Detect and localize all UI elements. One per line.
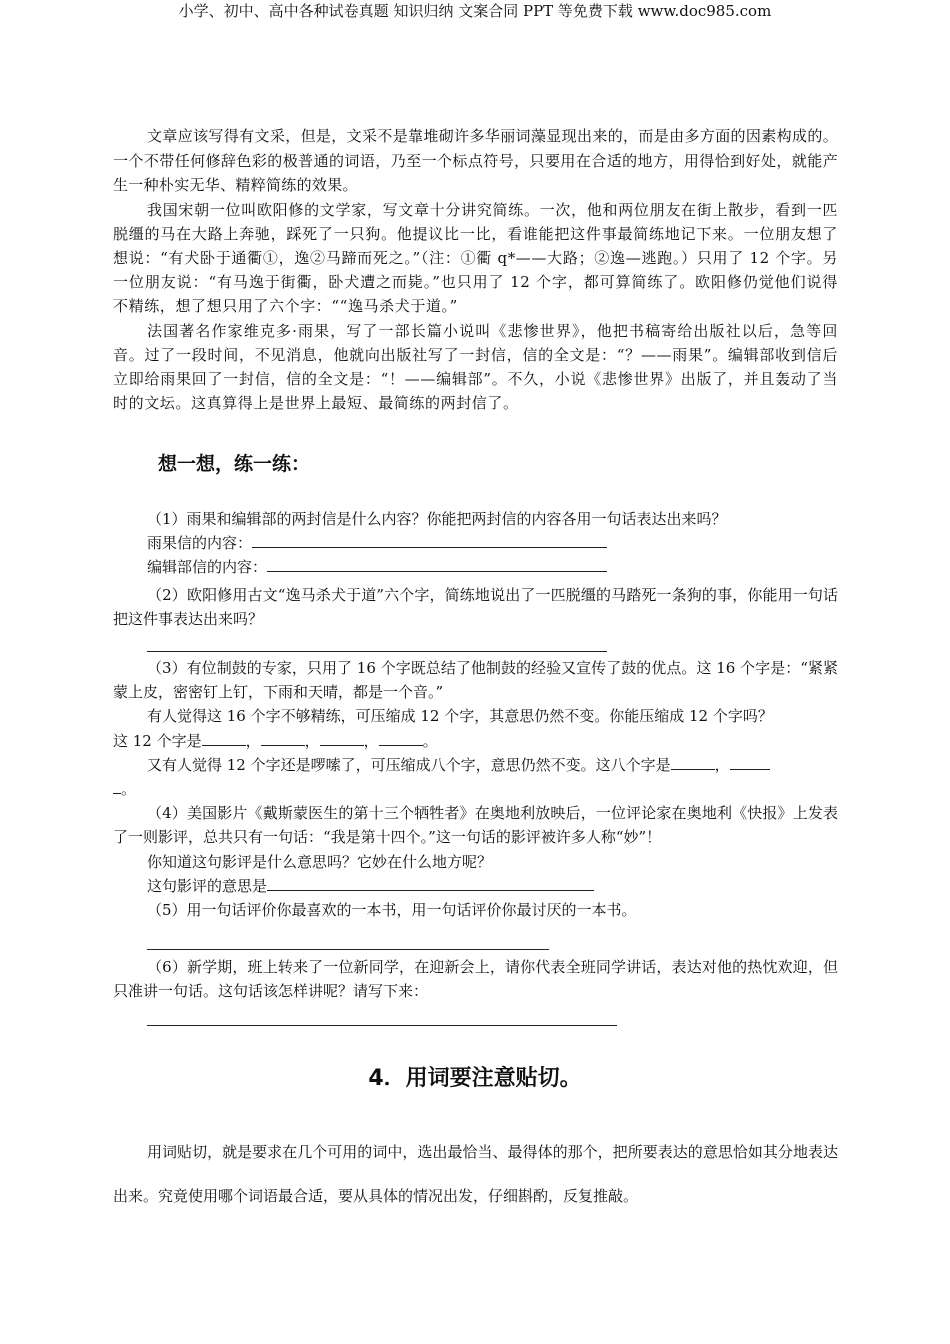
section-4-paragraph: 用词贴切，就是要求在几个可用的词中，选出最恰当、最得体的那个，把所要表达的意思恰如其分地表达出来。究竟使用哪个词语最合适，要从具体的情况出发，仔细斟酌，反复推敲。	[113, 1143, 838, 1205]
question-4-prompt: 你知道这句影评是什么意思吗？它妙在什么地方呢？	[147, 852, 493, 871]
editor-answer-line[interactable]	[267, 557, 607, 572]
eight-blank-2[interactable]	[730, 755, 770, 770]
question-1-editor-answer	[113, 555, 838, 579]
twelve-comma-2: ，	[304, 731, 320, 750]
exercise-section-3	[113, 955, 838, 1003]
question-2-answer-line[interactable]	[147, 650, 607, 652]
twelve-label: 这 12 个字是	[113, 731, 202, 750]
section-4-body	[113, 1130, 838, 1218]
section-4-title: 4．用词要注意贴切。	[368, 1066, 582, 1091]
hugo-label: 雨果信的内容：	[147, 534, 253, 553]
page-header: 小学、初中、高中各种试卷真题 知识归纳 文案合同 PPT 等免费下载 www.doc985.com	[178, 2, 772, 20]
question-1: （1）雨果和编辑部的两封信是什么内容？你能把两封信的内容各用一句话表达出来吗？	[147, 510, 727, 528]
twelve-comma-3: ，	[363, 731, 379, 750]
twelve-blank-1[interactable]	[202, 731, 246, 746]
question-3: （3）有位制鼓的专家，只用了 16 个字既总结了他制鼓的经验又宣传了鼓的优点。这 16 个字是：“紧紧蒙上皮，密密钉上钉，下雨和天晴，都是一个音。”	[113, 659, 838, 702]
exercise-section-2	[113, 656, 838, 922]
review-meaning-line[interactable]	[267, 876, 594, 891]
twelve-blank-2[interactable]	[261, 731, 305, 746]
exercise-heading: 想一想，练一练：	[158, 453, 311, 475]
question-4-answer	[113, 874, 838, 898]
intro-paragraph-1: 文章应该写得有文采，但是，文采不是靠堆砌许多华丽词藻显现出来的，而是由多方面的因素构成的。一个不带任何修辞色彩的极普通的词语，乃至一个标点符号，只要用在合适的地方，用得恰到好处，就能产生一种朴实无华、精粹简练的效果。	[113, 127, 838, 194]
question-1-hugo-answer	[113, 531, 838, 555]
question-3-compress-8	[113, 753, 838, 801]
twelve-blank-3[interactable]	[320, 731, 364, 746]
eight-blank-2-cont[interactable]	[113, 779, 121, 794]
eight-blank-1[interactable]	[671, 755, 715, 770]
twelve-comma-1: ，	[245, 731, 261, 750]
intro-paragraph-3: 法国著名作家维克多·雨果，写了一部长篇小说叫《悲惨世界》，他把书稿寄给出版社以后，急等回音。过了一段时间，不见消息，他就向出版社写了一封信，信的全文是：“？——雨果”。编辑部收到信后立即给雨果回了一封信，信的全文是：“！——编辑部”。不久，小说《悲惨世界》出版了，并且轰动了当时的文坛。这真算得上是世界上最短、最简练的两封信了。	[113, 321, 838, 413]
exercise-section	[113, 507, 838, 631]
eight-comma: ，	[714, 755, 730, 774]
question-5-answer-line[interactable]	[147, 948, 549, 950]
twelve-blank-4[interactable]	[379, 731, 423, 746]
question-2: （2）欧阳修用古文“逸马杀犬于道”六个字，简练地说出了一匹脱缰的马踏死一条狗的事，你能用一句话把这件事表达出来吗？	[113, 585, 838, 628]
question-6-answer-line[interactable]	[147, 1024, 617, 1026]
review-meaning-label: 这句影评的意思是	[147, 876, 268, 895]
intro-section	[113, 124, 838, 415]
intro-paragraph-2: 我国宋朝一位叫欧阳修的文学家，写文章十分讲究简练。一次，他和两位朋友在街上散步，看到一匹脱缰的马在大路上奔驰，踩死了一只狗。他提议比一比，看谁能把这件事最简练地记下来。一位朋友想了想说：“有犬卧于通衢①，逸②马蹄而死之。”（注：①衢 q*——大路；②逸—逃跑。）只用了 12 个字。另一位朋友说：“有马逸于街衢，卧犬遭之而毙。”也只用了 12 个字，都可算简练了。欧阳修仍觉他们说得不精练，想了想只用了六个字：““逸马杀犬于道。”	[113, 200, 838, 316]
question-5: （5）用一句话评价你最喜欢的一本书，用一句话评价你最讨厌的一本书。	[147, 901, 637, 920]
question-4: （4）美国影片《戴斯蒙医生的第十三个牺牲者》在奥地利放映后，一位评论家在奥地利《快报》上发表了一则影评，总共只有一句话：“我是第十四个。”这一句话的影评被许多人称“妙”！	[113, 804, 838, 847]
editor-label: 编辑部信的内容：	[147, 558, 268, 577]
hugo-answer-line[interactable]	[252, 533, 607, 548]
eight-label: 又有人觉得 12 个字还是啰嗦了，可压缩成八个字，意思仍然不变。这八个字是	[147, 755, 671, 774]
question-3-12-answer	[113, 729, 838, 753]
question-3-compress-12: 有人觉得这 16 个字不够精练，可压缩成 12 个字，其意思仍然不变。你能压缩成 12 个字吗？	[147, 707, 773, 726]
twelve-period: 。	[422, 731, 438, 750]
eight-period: 。	[121, 780, 137, 799]
question-6: （6）新学期，班上转来了一位新同学，在迎新会上，请你代表全班同学讲话，表达对他的热忱欢迎，但只准讲一句话。这句话该怎样讲呢？请写下来：	[113, 958, 838, 1001]
